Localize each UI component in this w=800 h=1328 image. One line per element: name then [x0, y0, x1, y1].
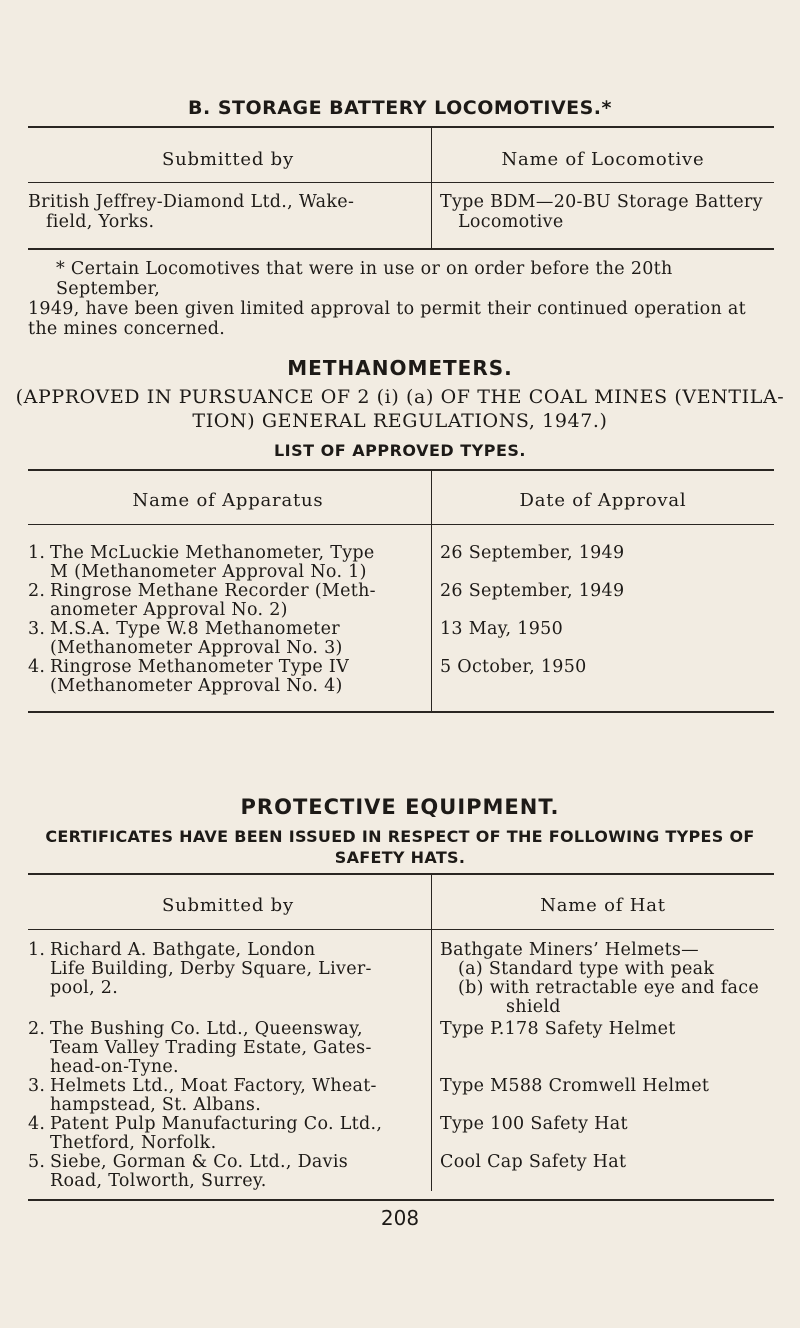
- submitter-line: Life Building, Derby Square, Liver-: [50, 959, 372, 979]
- methanometers-column-divider: [431, 469, 432, 711]
- apparatus-name: Ringrose Methanometer Type IV: [50, 657, 350, 677]
- row-number: 5.: [28, 1152, 46, 1172]
- battery-row-locomotive: [440, 192, 776, 232]
- battery-section-title: B. STORAGE BATTERY LOCOMOTIVES.*: [188, 97, 612, 119]
- hat-submitter-row: [28, 1020, 428, 1077]
- methanometers-header-rule: [28, 524, 774, 525]
- hats-column-divider: [431, 873, 432, 1191]
- submitter-line: Team Valley Trading Estate, Gates-: [50, 1038, 372, 1058]
- submitter-line: Richard A. Bathgate, London: [50, 940, 316, 960]
- footnote-line: the mines concerned.: [28, 319, 226, 339]
- methanometers-header-apparatus: Name of Apparatus: [132, 490, 324, 511]
- submitter-line: Siebe, Gorman & Co. Ltd., Davis: [50, 1152, 349, 1172]
- submitter-line: head-on-Tyne.: [50, 1057, 179, 1077]
- submitter-line: Patent Pulp Manufacturing Co. Ltd.,: [50, 1114, 383, 1134]
- battery-footnote: [28, 259, 774, 339]
- methanometer-row: [28, 582, 428, 620]
- hat-name-row: [440, 941, 776, 1017]
- methanometers-subtitle-line: TION) GENERAL REGULATIONS, 1947.): [192, 410, 608, 432]
- row-number: 4.: [28, 657, 46, 677]
- hat-submitter-row: [28, 1115, 428, 1153]
- hat-name-row: [440, 1115, 776, 1134]
- methanometers-table-top-rule: [28, 469, 774, 471]
- hat-name-row: [440, 1020, 776, 1039]
- footnote-line: * Certain Locomotives that were in use or on order before the 20th September,: [56, 259, 673, 299]
- row-number: 1.: [28, 940, 46, 960]
- hat-submitter-row: [28, 1153, 428, 1191]
- hat-submitter-row: [28, 941, 428, 998]
- approval-date: 26 September, 1949: [440, 581, 625, 601]
- hats-table-bottom-rule: [28, 1199, 774, 1201]
- apparatus-name-cont: anometer Approval No. 2): [50, 600, 288, 620]
- protective-equipment-title: PROTECTIVE EQUIPMENT.: [240, 795, 560, 819]
- protective-subtitle-line: SAFETY HATS.: [334, 848, 466, 867]
- approved-types-title: LIST OF APPROVED TYPES.: [273, 441, 526, 460]
- hat-name-line: Type P.178 Safety Helmet: [440, 1019, 676, 1039]
- row-number: 2.: [28, 581, 46, 601]
- hats-header-submitted-by: Submitted by: [162, 895, 294, 916]
- apparatus-name-cont: (Methanometer Approval No. 3): [50, 638, 343, 658]
- hat-name-line: Type 100 Safety Hat: [440, 1114, 628, 1134]
- hat-name-line: shield: [506, 997, 561, 1017]
- battery-locomotive-line: Type BDM—20-BU Storage Battery: [440, 192, 763, 212]
- methanometer-row: [28, 658, 428, 696]
- hats-header-hat-name: Name of Hat: [540, 895, 666, 916]
- battery-table-top-rule: [28, 126, 774, 128]
- hat-name-line: Bathgate Miners’ Helmets—: [440, 940, 699, 960]
- submitter-line: pool, 2.: [50, 978, 119, 998]
- hat-name-line: Cool Cap Safety Hat: [440, 1152, 627, 1172]
- protective-subtitle-line: CERTIFICATES HAVE BEEN ISSUED IN RESPECT OF THE FOLLOWING TYPES OF: [45, 827, 755, 846]
- row-number: 4.: [28, 1114, 46, 1134]
- approval-date: 26 September, 1949: [440, 543, 625, 563]
- submitter-line: Road, Tolworth, Surrey.: [50, 1171, 267, 1191]
- hat-submitter-row: [28, 1077, 428, 1115]
- row-number: 3.: [28, 619, 46, 639]
- hat-name-line: (b) with retractable eye and face: [458, 978, 759, 998]
- approval-date: 13 May, 1950: [440, 619, 564, 639]
- apparatus-name: The McLuckie Methanometer, Type: [50, 543, 375, 563]
- row-number: 2.: [28, 1019, 46, 1039]
- hats-header-rule: [28, 929, 774, 930]
- battery-table-bottom-rule: [28, 248, 774, 250]
- battery-row-submitter: [28, 192, 428, 232]
- battery-header-submitted-by: Submitted by: [162, 149, 294, 170]
- hat-name-line: Type M588 Cromwell Helmet: [440, 1076, 710, 1096]
- battery-column-divider: [431, 126, 432, 248]
- methanometers-title: METHANOMETERS.: [287, 356, 513, 380]
- hat-name-line: (a) Standard type with peak: [458, 959, 715, 979]
- battery-submitter-line: British Jeffrey-Diamond Ltd., Wake-: [28, 192, 355, 212]
- hat-name-row: [440, 1077, 776, 1096]
- row-number: 1.: [28, 543, 46, 563]
- methanometer-row: [28, 544, 428, 582]
- apparatus-name-cont: (Methanometer Approval No. 4): [50, 676, 343, 696]
- methanometer-row: [28, 620, 428, 658]
- apparatus-name-cont: M (Methanometer Approval No. 1): [50, 562, 367, 582]
- submitter-line: Helmets Ltd., Moat Factory, Wheat-: [50, 1076, 377, 1096]
- submitter-line: The Bushing Co. Ltd., Queensway,: [50, 1019, 363, 1039]
- protective-subtitle: [0, 826, 800, 868]
- battery-locomotive-line: Locomotive: [458, 212, 564, 232]
- hats-table-top-rule: [28, 873, 774, 875]
- row-number: 3.: [28, 1076, 46, 1096]
- submitter-line: hampstead, St. Albans.: [50, 1095, 262, 1115]
- battery-header-locomotive-name: Name of Locomotive: [501, 149, 705, 170]
- approval-date: 5 October, 1950: [440, 657, 587, 677]
- footnote-line: 1949, have been given limited approval to permit their continued operation at: [28, 299, 746, 319]
- battery-submitter-line: field, Yorks.: [46, 212, 155, 232]
- apparatus-name: M.S.A. Type W.8 Methanometer: [50, 619, 340, 639]
- methanometers-header-date: Date of Approval: [519, 490, 687, 511]
- methanometers-apparatus-list: [28, 544, 428, 696]
- methanometers-subtitle-line: (APPROVED IN PURSUANCE OF 2 (i) (a) OF THE COAL MINES (VENTILA-: [15, 386, 785, 408]
- apparatus-name: Ringrose Methane Recorder (Meth-: [50, 581, 376, 601]
- hat-name-row: [440, 1153, 776, 1172]
- methanometers-subtitle: [0, 385, 800, 433]
- submitter-line: Thetford, Norfolk.: [50, 1133, 217, 1153]
- battery-header-rule: [28, 182, 774, 183]
- methanometers-table-bottom-rule: [28, 711, 774, 713]
- methanometers-date-list: [440, 544, 776, 696]
- page-number: 208: [380, 1206, 420, 1230]
